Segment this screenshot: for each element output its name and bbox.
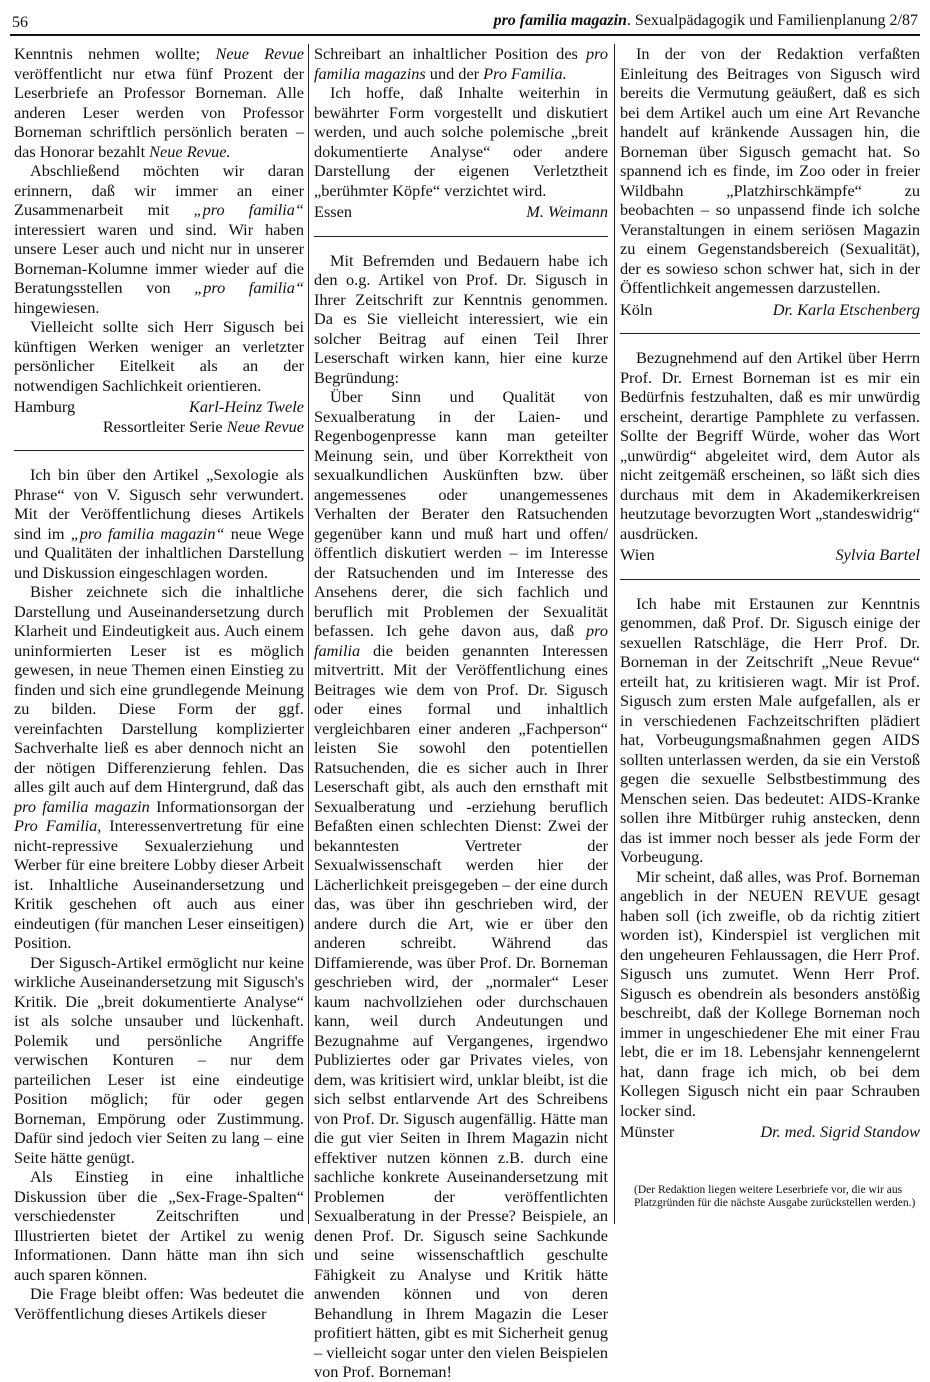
paragraph: Mit Befremden und Bedauern habe ich den o.g. Artikel von Prof. Dr. Sigusch in Ihrer Zeitschrift zur Kenntnis genommen. Da es Sie vielleicht interessiert, wie ein solcher Beitrag auf einen Teil Ihrer Leserschaft wirken kann, hier eine kurze Begründung: bbox=[314, 250, 608, 387]
page-header bbox=[10, 8, 920, 36]
column-divider bbox=[614, 44, 615, 1224]
paragraph: Ich hoffe, daß Inhalte weiterhin in bewährter Form vorgestellt und diskutiert werden, und auch solche polemische „breit dokumentierte Analyse“ oder andere Darstellung der eigenen Verletztheit „berühmter Köpfe“ verzichtet wird. bbox=[314, 83, 608, 200]
paragraph: Über Sinn und Qualität von Sexualberatung in der Laien- und Regenbogenpresse kann man geteilter Meinung sein, und über Korrektheit von sexualkundlichen Auskünften bzw. über angemessenes oder unangemessenes Verhalten der Berater den Ratsuchenden gegenüber kann und muß hart und offen/öffentlich diskutiert werden – im Interesse der Ratsuchenden und im Interesse des Ansehens derer, die sich fachlich und beruflich mit Problemen der Sexualität befassen. Ich gehe davon aus, daß pro familia die beiden genannten Interessen mitvertritt. Mit der Veröffentlichung eines Beitrages wie dem von Prof. Dr. Sigusch oder eines formal und inhaltlich vergleichbaren einer anderen „Fachperson“ leisten Sie sowohl den potentiellen Ratsuchenden, die es sicher auch in Ihrer Leserschaft gibt, als auch den ernsthaft mit Sexualberatung und -erziehung beruflich Befaßten einen schlechten Dienst: Zwei der bekanntesten Vertreter der Sexualwissenschaft werden hier der Lächerlichkeit preisgegeben – der eine durch das, was über ihn geschrieben wird, der andere durch die Art, wie er über den anderen schreibt. Während das Diffamierende, was über Prof. Dr. Borneman geschrieben wird, der „normaler“ Leser kaum nachvollziehen oder durchschauen kann, weil durch Andeutungen und Bezugnahme auf Vergangenes, irgendwo Publiziertes oder gar Privates vieles, von dem, was kritisiert wird, unklar bleibt, ist die sich selbst entlarvende Art des Schreibens von Prof. Dr. Sigusch augenfällig. Hätte man die gut vier Seiten in Ihrem Magazin nicht effektiver nutzen können z.B. durch eine sachliche konkrete Auseinandersetzung mit Problemen der veröffentlichten Sexualberatung in der Presse? Beispiele, an denen Prof. Dr. Sigusch seine Sachkunde und seine wissenschaftlich geschulte Fähigkeit zu Analyse und Kritik hätte anwenden können und von deren Behandlung in Ihrem Magazin die Leser profitiert hätten, gibt es mit Sicherheit genug – vielleicht sogar unter den vielen Beispielen von Prof. Borneman! bbox=[314, 387, 608, 1381]
letter-signature bbox=[620, 545, 920, 565]
signature-city: Hamburg bbox=[14, 397, 76, 416]
paragraph: Bisher zeichnete sich die inhaltliche Darstellung und Auseinandersetzung durch Klarheit und Eindeutigkeit aus. Auch einem uninformierten Leser ist es möglich gewesen, in neue Themen einen Einstieg zu finden und sich eine grundlegende Meinung zu bilden. Diese Form der ggf. vereinfachten Darstellung komplizierter Sachverhalte ließ es aber dennoch nicht an der nötigen Differenzierung fehlen. Das alles gilt auch auf dem Hintergrund, daß das pro familia magazin Informationsorgan der Pro Familia, Interessenvertretung für eine nicht-repressive Sexualerziehung und Werber für eine breitere Lobby dieser Arbeit ist. Inhaltliche Auseinandersetzung und Kritik geschehen oft auch aus einer eindeutigen (für manchen Leser einseitigen) Position. bbox=[14, 582, 305, 952]
letter-signature bbox=[314, 202, 608, 222]
signature-city: Köln bbox=[620, 299, 653, 319]
column-1 bbox=[14, 44, 305, 1323]
paragraph: Schreibart an inhaltlicher Position des pro familia magazins und der Pro Familia. bbox=[314, 44, 608, 83]
signature-author: M. Weimann bbox=[526, 202, 608, 221]
paragraph: Als Einstieg in eine inhaltliche Diskussion über die „Sex-Frage-Spalten“ verschiedenster Zeitschriften und Illustrierten bietet der Artikel zu wenig Informationen. Dann hätte man ihn sich auch sparen können. bbox=[14, 1167, 304, 1284]
paragraph: Vielleicht sollte sich Herr Sigusch bei künftigen Werken weniger an verletzter persönlicher Eitelkeit als an der notwendigen Sachlichkeit orientieren. bbox=[14, 317, 304, 395]
column-divider bbox=[308, 44, 309, 1224]
paragraph: Kenntnis nehmen wollte; Neue Revue veröffentlicht nur etwa fünf Prozent der Leserbriefe an Professor Borneman. Alle anderen Leser werden von Professor Borneman schriftlich persönlich beraten – das Honorar bezahlt Neue Revue. bbox=[14, 44, 304, 161]
running-title bbox=[494, 12, 918, 30]
letter-separator bbox=[620, 579, 920, 580]
letter-separator bbox=[620, 333, 920, 334]
signature-author: Karl-Heinz Twele bbox=[188, 397, 304, 416]
signature-city: Wien bbox=[620, 545, 655, 564]
editor-note: (Der Redaktion liegen weitere Leserbriefe vor, die wir aus Platzgründen für die nächste Ausgabe zurückstellen werden.) bbox=[634, 1183, 916, 1209]
signature-author: Sylvia Bartel bbox=[835, 545, 920, 564]
paragraph: Abschließend möchten wir daran erinnern, daß wir immer an einer Zusammenarbeit mit „pro familia“ interessiert waren und sind. Wir haben unsere Leser auch und nicht nur in unserer Borneman-Kolumne immer wieder auf die Beratungsstellen von „pro familia“ hingewiesen. bbox=[14, 161, 304, 317]
signature-city: Münster bbox=[620, 1122, 675, 1141]
paragraph: Ich habe mit Erstaunen zur Kenntnis genommen, daß Prof. Dr. Sigusch einige der sexuellen Ratschläge, die Herr Prof. Dr. Borneman in der Zeitschrift „Neue Revue“ erteilt hat, zu kritisieren wagt. Mir ist Prof. Sigusch zum ersten Male aufgefallen, als er in verschiedenen Fachzeitschriften plädiert hat, Vorbeugungsmaßnahmen gegen AIDS sollten unterlassen werden, da sie ein Verstoß gegen die sexuelle Selbstbestimmung des Menschen seien. Das bedeutet: AIDS-Kranke sollen ihre Mitbürger ruhig anstecken, denn das ist immer noch besser als jede Form der Vorbeugung. bbox=[620, 593, 920, 866]
paragraph: Der Sigusch-Artikel ermöglicht nur keine wirkliche Auseinandersetzung mit Sigusch's Kritik. Die „breit dokumentierte Analyse“ ist als solche unsauber und lückenhaft. Polemik und persönliche Angriffe verwischen Konturen – nur dem parteilichen Leser ist eine eindeutige Position möglich; für oder gegen Borneman, Empörung oder Zustimmung. Dafür sind jedoch vier Seiten zu lang – eine Seite hätte genügt. bbox=[14, 952, 304, 1167]
column-3 bbox=[620, 44, 920, 1226]
page-number: 56 bbox=[12, 14, 28, 31]
signature-role: Ressortleiter Serie Neue Revue bbox=[102, 416, 304, 436]
paragraph: In der von der Redaktion verfaßten Einleitung des Beitrages von Sigusch wird bereits die Vermutung geäußert, daß es sich bei dem Artikel auch um eine Art Revanche handelt auf kränkende Aussagen hin, die Borneman über Sigusch gemacht hat. So spannend ich es finde, im Zoo oder in freier Wildbahn „Platzhirschkämpfe“ zu beobachten – so unpassend finde ich solche Veranstaltungen in einem seriösen Magazin zu einem Gegenstandsbereich (Sexualität), der es sowieso schon schwer hat, sich in der Öffentlichkeit angemessen darzustellen. bbox=[620, 44, 920, 297]
paragraph: Bezugnehmend auf den Artikel über Herrn Prof. Dr. Ernest Borneman ist es mir ein Bedürfnis festzuhalten, daß es mir unwürdig erscheint, derartige Pamphlete zu verfassen. Sollte der Begriff Würde, woher das Wort „unwürdig“ abgeleitet wird, dem Autor als nicht zeitgemäß erscheinen, so läßt sich dies durchaus mit dem in Akademikerkreisen heutzutage bevorzugten Wort „standeswidrig“ ausdrücken. bbox=[620, 348, 920, 543]
column-2 bbox=[314, 44, 608, 1381]
magazine-name: pro familia magazin bbox=[493, 12, 627, 29]
signature-city: Essen bbox=[314, 202, 352, 221]
paragraph: Die Frage bleibt offen: Was bedeutet die Veröffentlichung dieses Artikels dieser bbox=[14, 1284, 304, 1323]
letter-separator bbox=[14, 450, 304, 451]
paragraph: Mir scheint, daß alles, was Prof. Borneman angeblich in der NEUEN REVUE gesagt haben soll (ich zweifle, ob da richtig zitiert worden ist), Kinderspiel ist verglichen mit den ungeheuren Fehlaussagen, die Herr Prof. Sigusch uns zumutet. Wenn Herr Prof. Sigusch es obendrein als besonders anstößig beschreibt, daß der Kollege Borneman noch immer in ungeschiedener Ehe mit einer Frau lebt, die er im 18. Lebensjahr kennengelernt hat, dann frage ich mich, ob bei dem Kollegen Sigusch nicht ein paar Schrauben locker sind. bbox=[620, 866, 920, 1120]
section-title: . Sexualpädagogik und Familienplanung 2/87 bbox=[626, 12, 918, 29]
signature-author: Dr. Karla Etschenberg bbox=[772, 299, 920, 319]
letter-separator bbox=[314, 236, 608, 237]
paragraph: Ich bin über den Artikel „Sexologie als Phrase“ von V. Sigusch sehr verwundert. Mit der Veröffentlichung dieses Artikels sind im „pro familia magazin“ neue Wege und Qualitäten der inhaltlichen Darstellung und Diskussion eingeschlagen worden. bbox=[14, 465, 304, 582]
letter-signature bbox=[14, 397, 304, 417]
letter-signature bbox=[620, 1122, 920, 1142]
signature-author: Dr. med. Sigrid Standow bbox=[760, 1122, 920, 1141]
letter-signature bbox=[620, 300, 920, 320]
